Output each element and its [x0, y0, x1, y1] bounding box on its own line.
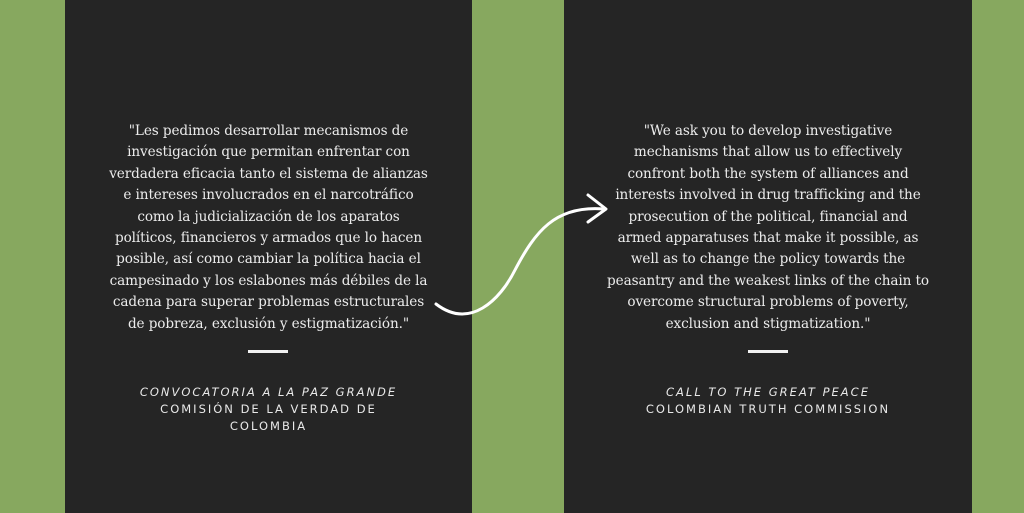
quote-line: exclusion and stigmatization."	[665, 315, 871, 332]
attribution-title: CONVOCATORIA A LA PAZ GRANDE	[139, 385, 398, 399]
quote-line: confront both the system of alliances and	[627, 165, 909, 182]
quote-line: de pobreza, exclusión y estigmatización."	[127, 315, 410, 332]
quote-line: armed apparatuses that make it possible, as	[617, 230, 919, 247]
spanish-attribution	[65, 384, 472, 435]
quote-line: como la judicialización de los aparatos	[137, 208, 400, 225]
quote-line: investigación que permitan enfrentar con	[127, 144, 410, 161]
quote-line: interests involved in drug trafficking and the	[615, 187, 921, 204]
quote-line: "We ask you to develop investigative	[643, 123, 893, 139]
attribution-org: COMISIÓN DE LA VERDAD DE	[160, 402, 377, 416]
english-quote-panel	[564, 0, 972, 513]
quote-line: mechanisms that allow us to effectively	[633, 144, 903, 161]
divider	[248, 350, 288, 353]
quote-line: peasantry and the weakest links of the chain to	[607, 272, 929, 289]
divider	[748, 350, 788, 353]
quote-line: prosecution of the political, financial and	[628, 208, 908, 225]
english-quote-text	[564, 121, 972, 335]
quote-line: "Les pedimos desarrollar mecanismos de	[128, 123, 409, 139]
quote-line: well as to change the policy towards the	[630, 251, 906, 268]
attribution-org: COLOMBIAN TRUTH COMMISSION	[645, 402, 891, 416]
quote-line: e intereses involucrados en el narcotráfico	[123, 187, 414, 204]
quote-line: overcome structural problems of poverty,	[627, 294, 909, 311]
quote-line: políticos, financieros y armados que lo hacen	[114, 230, 422, 247]
spanish-quote-text	[65, 121, 472, 335]
spanish-quote-panel	[65, 0, 472, 513]
quote-line: campesinado y los eslabones más débiles de la	[109, 272, 428, 289]
attribution-title: CALL TO THE GREAT PEACE	[666, 385, 870, 399]
attribution-org: COLOMBIA	[229, 419, 308, 433]
quote-line: posible, así como cambiar la política hacia el	[116, 251, 421, 268]
quote-line: cadena para superar problemas estructurales	[112, 294, 425, 311]
quote-line: verdadera eficacia tanto el sistema de alianzas	[109, 165, 428, 182]
english-attribution	[564, 384, 972, 418]
